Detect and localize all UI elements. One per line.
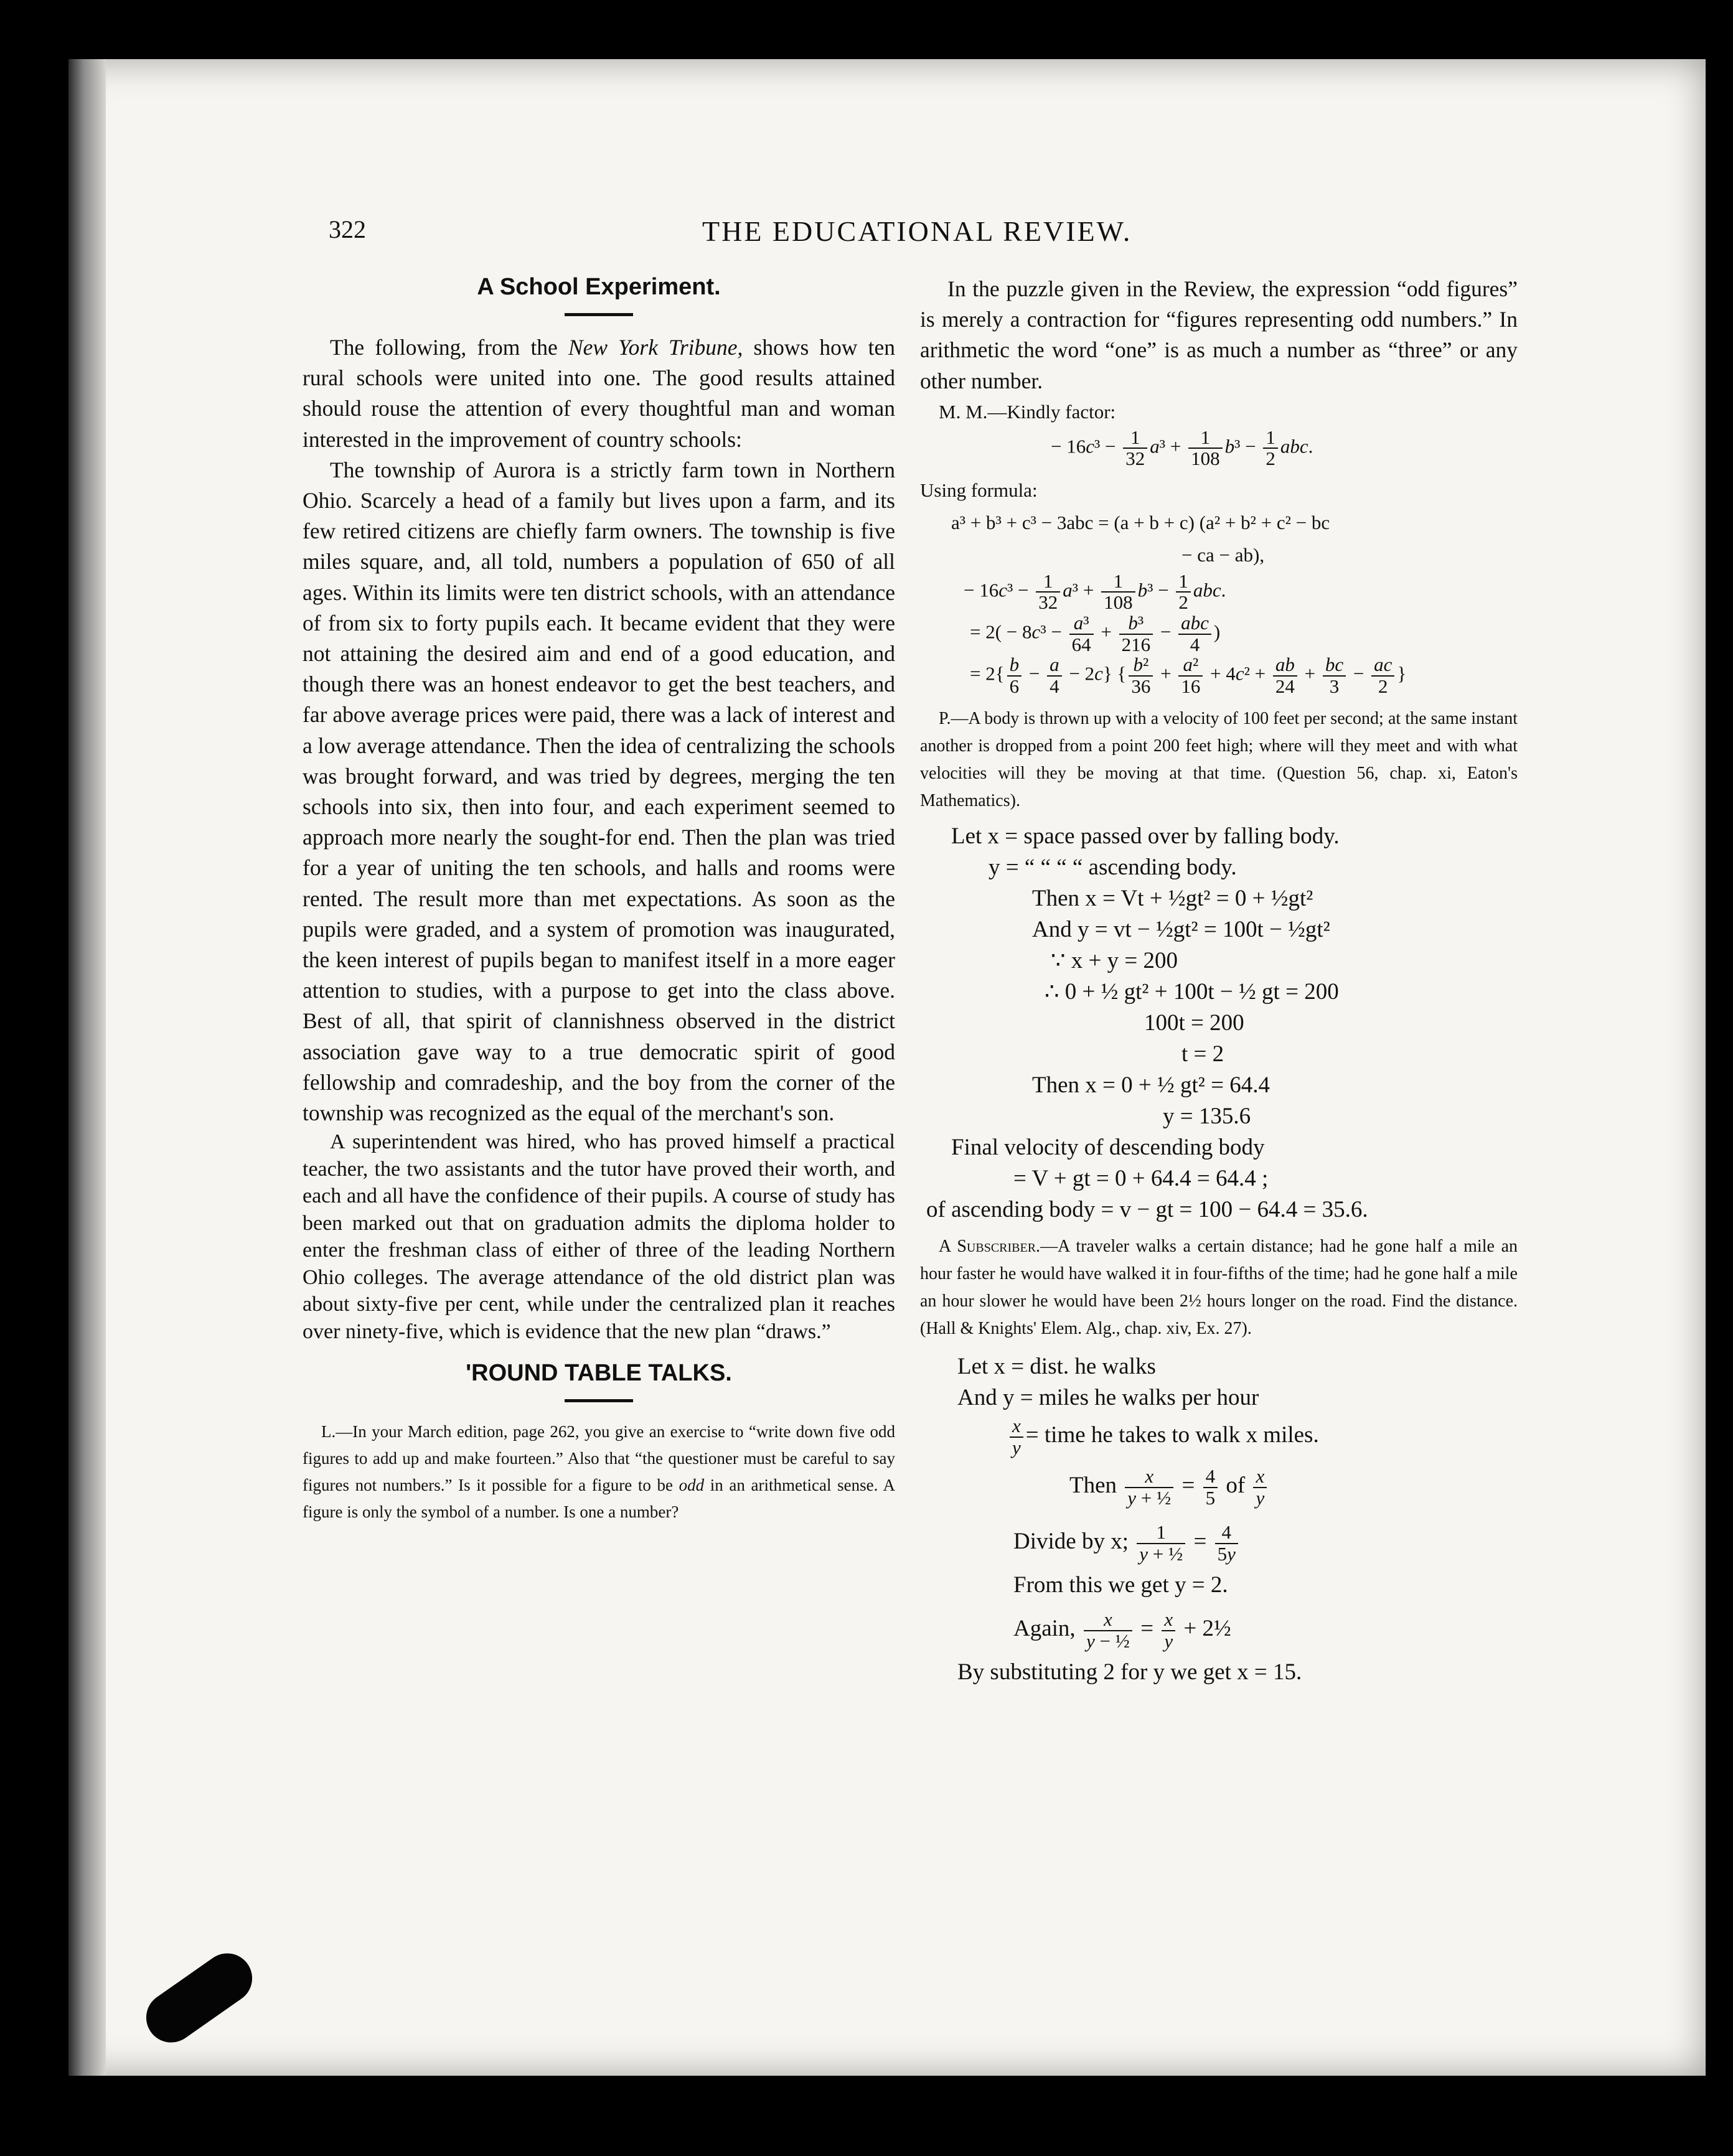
- binding-edge: [68, 59, 106, 2076]
- aurora-paragraph: The township of Aurora is a strictly farm town in Northern Ohio. Scarcely a head of a family but lives upon a farm, and its few retired citizens are chiefly farm owners. The township is five miles square, and, all told, numbers a population of 650 of all ages. Within its limits were ten district schools, with an attendance of from six to forty pupils each. It became evident that they were not attaining the desired aim and end of a good education, and though there was an honest endeavor to get the best teachers, and far above average prices were paid, there was a lack of interest and a low average attendance. Then the idea of centralizing the schools was brought forward, and was tried by degrees, merging the ten schools into six, then into four, and each experiment seemed to approach more nearly the sought-for end. Then the plan was tried for a year of uniting the ten schools, and halls and rooms were rented. The result more than met expectations. As soon as the pupils were graded, and a system of promotion was inaugurated, the keen interest of pupils began to manifest itself in a more eager attention to studies, with a purpose to get into the class above. Best of all, that spirit of clannishness observed in the district association gave way to a true democratic spirit of good fellowship and comradeship, and the boy from the corner of the township was recognized as the equal of the merchant's son.: [303, 457, 895, 1126]
- mm-question: M. M.—Kindly factor:: [939, 400, 1116, 423]
- factor-step-3: = 2{ $\frac{b}{6}$ − $\frac{a}{4}$ − 2c} { $\frac{\text{b²}}{36}$ + $\frac{\text{a²}}{16}$ + 4c² + $\frac{ab}{24}$ + $\frac{bc}{3}$ − $\frac{ac}{2}$ }: [970, 654, 1407, 697]
- left-column: [303, 274, 895, 1526]
- page-number: 322: [329, 215, 366, 243]
- reply-paragraph: In the puzzle given in the Review, the expression “odd figures” is merely a contraction for “figures representing odd numbers.” In arithmetic the word “one” is as much a number as “three” or any other number.: [920, 276, 1518, 393]
- article-title: A School Experiment.: [477, 274, 721, 300]
- p-solution-line: y = “ “ “ “ ascending body.: [989, 855, 1237, 881]
- subscriber-solution: [920, 1351, 1518, 1688]
- p-solution-line: Then x = 0 + ½ gt² = 64.4: [1032, 1072, 1270, 1099]
- superintendent-paragraph: A superintendent was hired, who has proved himself a practical teacher, the two assistants and the tutor have proved their worth, and each and all have the confidence of their pupils. A course of study has been marked out that on graduation admits the diploma holder to enter the freshman class of either of three of the leading Northern Ohio colleges. The average attendance of the old district plan was about sixty-five per cent, while under the centralized plan it reaches over ninety-five, which is evidence that the new plan “draws.”: [303, 1130, 895, 1343]
- letter-emphasis: odd: [679, 1476, 705, 1495]
- letter-lead: L.: [321, 1422, 336, 1441]
- s-then: Then: [1069, 1473, 1117, 1499]
- letter-text-rest: in an arithmetical sense. A figure is only the symbol of a number. Is one a number?: [303, 1476, 895, 1522]
- source-name: New York Tribune,: [568, 335, 743, 360]
- s-solution-line: $\frac{x}{y}$ = time he takes to walk x miles.: [920, 1413, 1518, 1458]
- p-solution-line: ∴ 0 + ½ gt² + 100t − ½ gt = 200: [1045, 979, 1339, 1005]
- using-formula: Using formula:: [920, 479, 1038, 501]
- section-title: 'ROUND TABLE TALKS.: [466, 1360, 732, 1387]
- letter-paragraph: [303, 1418, 895, 1526]
- p-solution-line: of ascending body = v − gt = 100 − 64.4 = 35.6.: [926, 1197, 1368, 1223]
- factor-step-2: = 2( − 8c³ − $\frac{\text{a³}}{64}$ + $\frac{\text{b³}}{216}$ − $\frac{\text{abc}}{4}$ ): [970, 612, 1221, 655]
- factor-expression: − 16c³ − $\frac{1}{32}$ a³ + $\frac{1}{108}$ b³ − $\frac{1}{2}$ abc.: [1051, 426, 1313, 470]
- p-solution-line: Final velocity of descending body: [951, 1135, 1265, 1161]
- formula-line-2: − ca − ab),: [1181, 543, 1265, 566]
- running-title: THE EDUCATIONAL REVIEW.: [702, 215, 1132, 247]
- p-solution-line: Then x = Vt + ½gt² = 0 + ½gt²: [1032, 886, 1313, 912]
- p-solution-line: ∵ x + y = 200: [1051, 948, 1178, 974]
- s-solution-line: And y = miles he walks per hour: [957, 1385, 1259, 1411]
- subscriber-lead: A Subscriber.: [939, 1237, 1041, 1257]
- subscriber-problem: [920, 1233, 1518, 1343]
- intro-text: The following, from the: [330, 335, 568, 360]
- s-solution-text: = time he takes to walk x miles.: [1025, 1422, 1319, 1448]
- s-solution-line: Then $\frac{x}{\text{y + ½}}$ = $\frac{4}{5}$ of $\frac{x}{y}$: [920, 1458, 1518, 1514]
- p-solution-line: 100t = 200: [1144, 1010, 1244, 1036]
- p-solution-line: Let x = space passed over by falling body.: [951, 823, 1340, 850]
- formula-line-1: a³ + b³ + c³ − 3abc = (a + b + c) (a² + b² + c² − bc: [951, 511, 1330, 533]
- p-problem: P.—A body is thrown up with a velocity of 100 feet per second; at the same instant another is dropped from a point 200 feet high; where will they meet and with what velocities will they be moving at that time. (Question 56, chap. xi, Eaton's Mathematics).: [920, 709, 1518, 811]
- section-rule: [565, 1399, 633, 1402]
- s-divide: Divide by x;: [1013, 1529, 1129, 1555]
- p-solution-line: = V + gt = 0 + 64.4 = 64.4 ;: [1013, 1166, 1269, 1192]
- s-solution-line: By substituting 2 for y we get x = 15.: [957, 1659, 1302, 1685]
- p-solution-line: And y = vt − ½gt² = 100t − ½gt²: [1032, 917, 1330, 943]
- s-of: of: [1226, 1473, 1246, 1499]
- s-solution-line: Again, $\frac{x}{\text{y − ½}}$ = $\frac{x}{y}$ + 2½: [1013, 1608, 1231, 1652]
- s-again: Again,: [1013, 1616, 1076, 1642]
- s-solution-line: Divide by x; $\frac{1}{\text{y + ½}}$ = $\frac{4}{5y}$: [920, 1514, 1518, 1570]
- subscriber-text: —A traveler walks a certain distance; had he gone half a mile an hour faster he would have walked it in four-fifths of the time; had he gone half a mile an hour slower he would have been 2½ hours longer on the road. Find the distance. (Hall & Knights' Elem. Alg., chap. xiv, Ex. 27).: [920, 1237, 1518, 1339]
- p-solution-line: t = 2: [1181, 1041, 1224, 1067]
- intro-paragraph: [303, 332, 895, 455]
- p-solution: [920, 821, 1518, 1226]
- right-column: [920, 274, 1518, 1688]
- letter-text: —In your March edition, page 262, you give an exercise to “write down five odd figures to add up and make fourteen.” Also that “the questioner must be careful to say figures not numbers.” Is it possible for a figure to be: [303, 1422, 895, 1495]
- title-rule: [565, 313, 633, 316]
- s-solution-line: Let x = dist. he walks: [957, 1354, 1156, 1380]
- intro-text-rest: shows how ten rural schools were united into one. The good results attained should rouse the attention of every thoughtful man and woman interested in the improvement of country schools:: [303, 335, 895, 452]
- s-solution-line: From this we get y = 2.: [1013, 1572, 1228, 1598]
- page-header: [329, 215, 1511, 252]
- factor-step-1: − 16c³ − $\frac{1}{32}$ a³ + $\frac{1}{108}$ b³ − $\frac{1}{2}$ abc.: [964, 569, 1226, 614]
- p-solution-line: y = 135.6: [1163, 1104, 1251, 1130]
